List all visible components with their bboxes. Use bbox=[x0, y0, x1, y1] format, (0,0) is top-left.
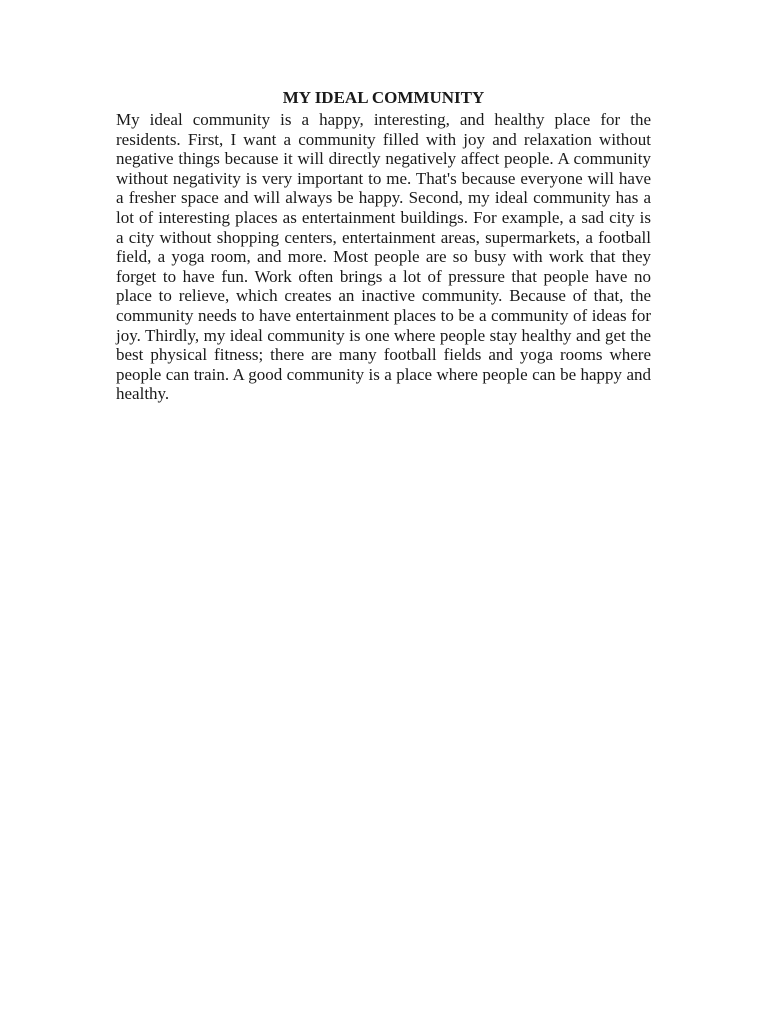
essay-body: My ideal community is a happy, interesting, and healthy place for the residents. First, I want a community filled with joy and relaxation without negative things because it will directly negatively affect people. A community without negativity is very important to me. That's because everyone will have a fresher space and will always be happy. Second, my ideal community has a lot of interesting places as entertainment buildings. For example, a sad city is a city without shopping centers, entertainment areas, supermarkets, a football field, a yoga room, and more. Most people are so busy with work that they forget to have fun. Work often brings a lot of pressure that people have no place to relieve, which creates an inactive community. Because of that, the community needs to have entertainment places to be a community of ideas for joy. Thirdly, my ideal community is one where people stay healthy and get the best physical fitness; there are many football fields and yoga rooms where people can train. A good community is a place where people can be happy and healthy. bbox=[116, 110, 651, 404]
essay-title: MY IDEAL COMMUNITY bbox=[282, 88, 485, 107]
essay bbox=[116, 86, 651, 404]
